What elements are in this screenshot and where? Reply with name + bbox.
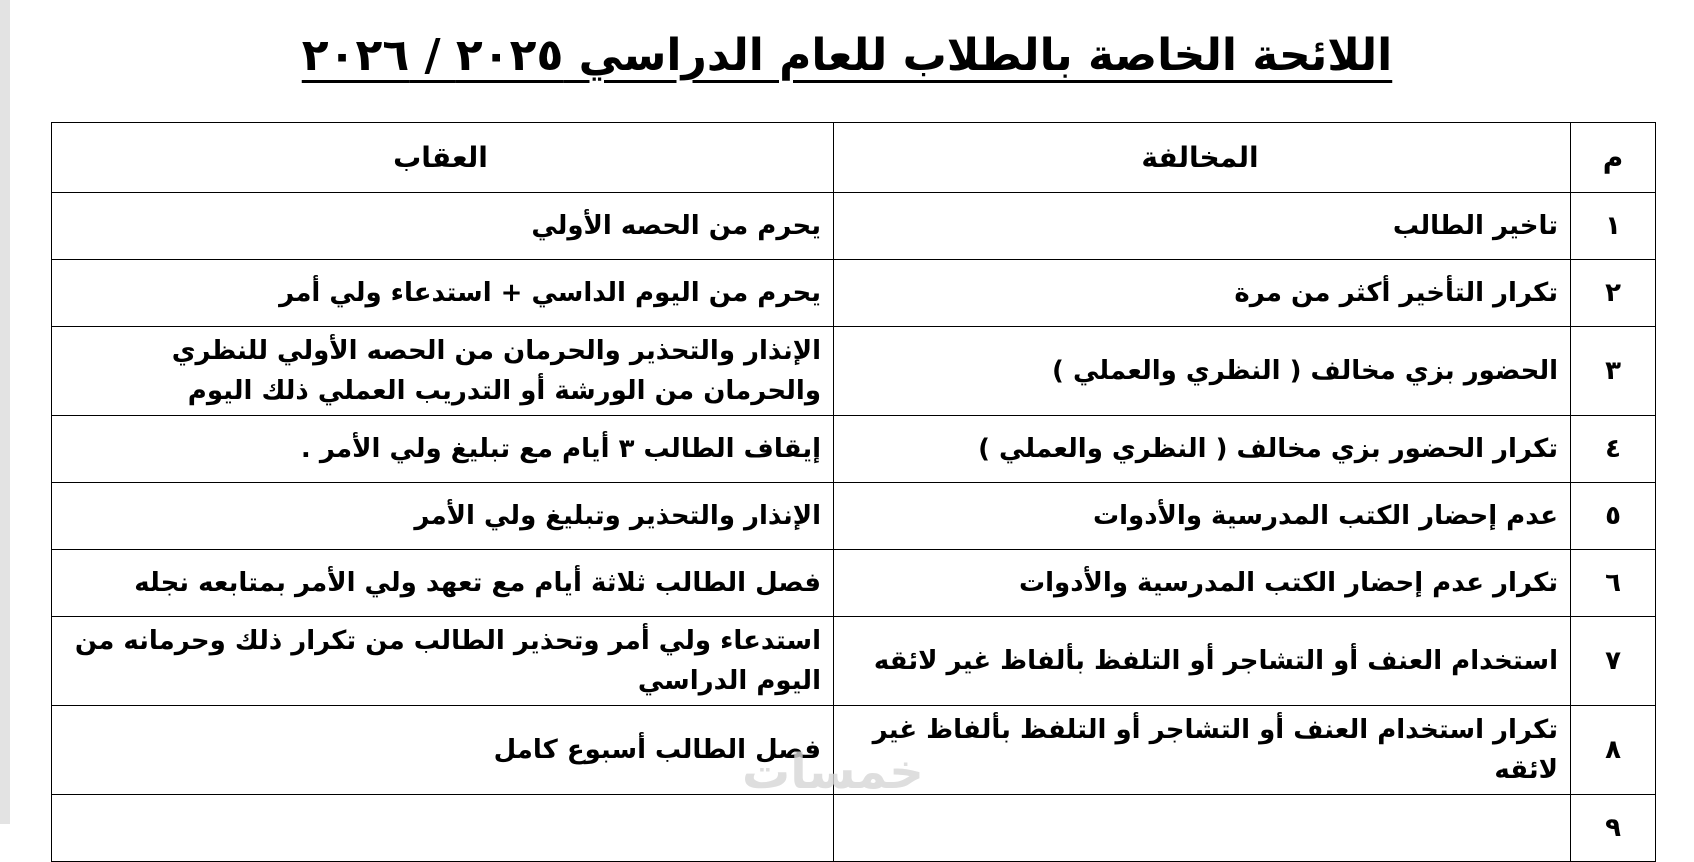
row-penalty: الإنذار والتحذير وتبليغ ولي الأمر (52, 483, 834, 550)
row-penalty: يحرم من اليوم الداسي + استدعاء ولي أمر (52, 260, 834, 327)
table-row (52, 483, 1656, 550)
row-violation: تكرار الحضور بزي مخالف ( النظري والعملي ) (834, 416, 1571, 483)
page-title (0, 26, 1694, 86)
page-edge-shadow (0, 0, 10, 824)
row-penalty: فصل الطالب أسبوع كامل (52, 706, 834, 795)
row-penalty: الإنذار والتحذير والحرمان من الحصه الأولي للنظري والحرمان من الورشة أو التدريب العملي ذلك اليوم (52, 327, 834, 416)
header-violation: المخالفة (834, 123, 1571, 193)
header-number: م (1571, 123, 1656, 193)
row-violation: تكرار عدم إحضار الكتب المدرسية والأدوات (834, 550, 1571, 617)
row-violation: تكرار التأخير أكثر من مرة (834, 260, 1571, 327)
row-penalty: إيقاف الطالب ٣ أيام مع تبليغ ولي الأمر . (52, 416, 834, 483)
row-violation: استخدام العنف أو التشاجر أو التلفظ بألفاظ غير لائقه (834, 617, 1571, 706)
row-violation: تاخير الطالب (834, 193, 1571, 260)
row-number: ٨ (1571, 706, 1656, 795)
table-row (52, 795, 1656, 862)
table-row (52, 550, 1656, 617)
row-violation (834, 795, 1571, 862)
table-row (52, 416, 1656, 483)
row-violation: عدم إحضار الكتب المدرسية والأدوات (834, 483, 1571, 550)
page-title-text: اللائحة الخاصة بالطلاب للعام الدراسي ٢٠٢٥ / ٢٠٢٦ (301, 30, 1393, 81)
header-penalty: العقاب (52, 123, 834, 193)
row-penalty: يحرم من الحصه الأولي (52, 193, 834, 260)
table-row (52, 193, 1656, 260)
row-violation: الحضور بزي مخالف ( النظري والعملي ) (834, 327, 1571, 416)
row-penalty: فصل الطالب ثلاثة أيام مع تعهد ولي الأمر بمتابعه نجله (52, 550, 834, 617)
table-header-row (52, 123, 1656, 193)
table-row (52, 327, 1656, 416)
row-number: ٣ (1571, 327, 1656, 416)
table-row (52, 617, 1656, 706)
row-number: ٤ (1571, 416, 1656, 483)
row-number: ٩ (1571, 795, 1656, 862)
table-row (52, 260, 1656, 327)
watermark-logo: خمسات (742, 744, 924, 800)
row-penalty: استدعاء ولي أمر وتحذير الطالب من تكرار ذلك وحرمانه من اليوم الدراسي (52, 617, 834, 706)
row-number: ٥ (1571, 483, 1656, 550)
row-number: ٦ (1571, 550, 1656, 617)
row-number: ١ (1571, 193, 1656, 260)
row-violation: تكرار استخدام العنف أو التشاجر أو التلفظ بألفاظ غير لائقه (834, 706, 1571, 795)
row-number: ٧ (1571, 617, 1656, 706)
row-penalty (52, 795, 834, 862)
row-number: ٢ (1571, 260, 1656, 327)
